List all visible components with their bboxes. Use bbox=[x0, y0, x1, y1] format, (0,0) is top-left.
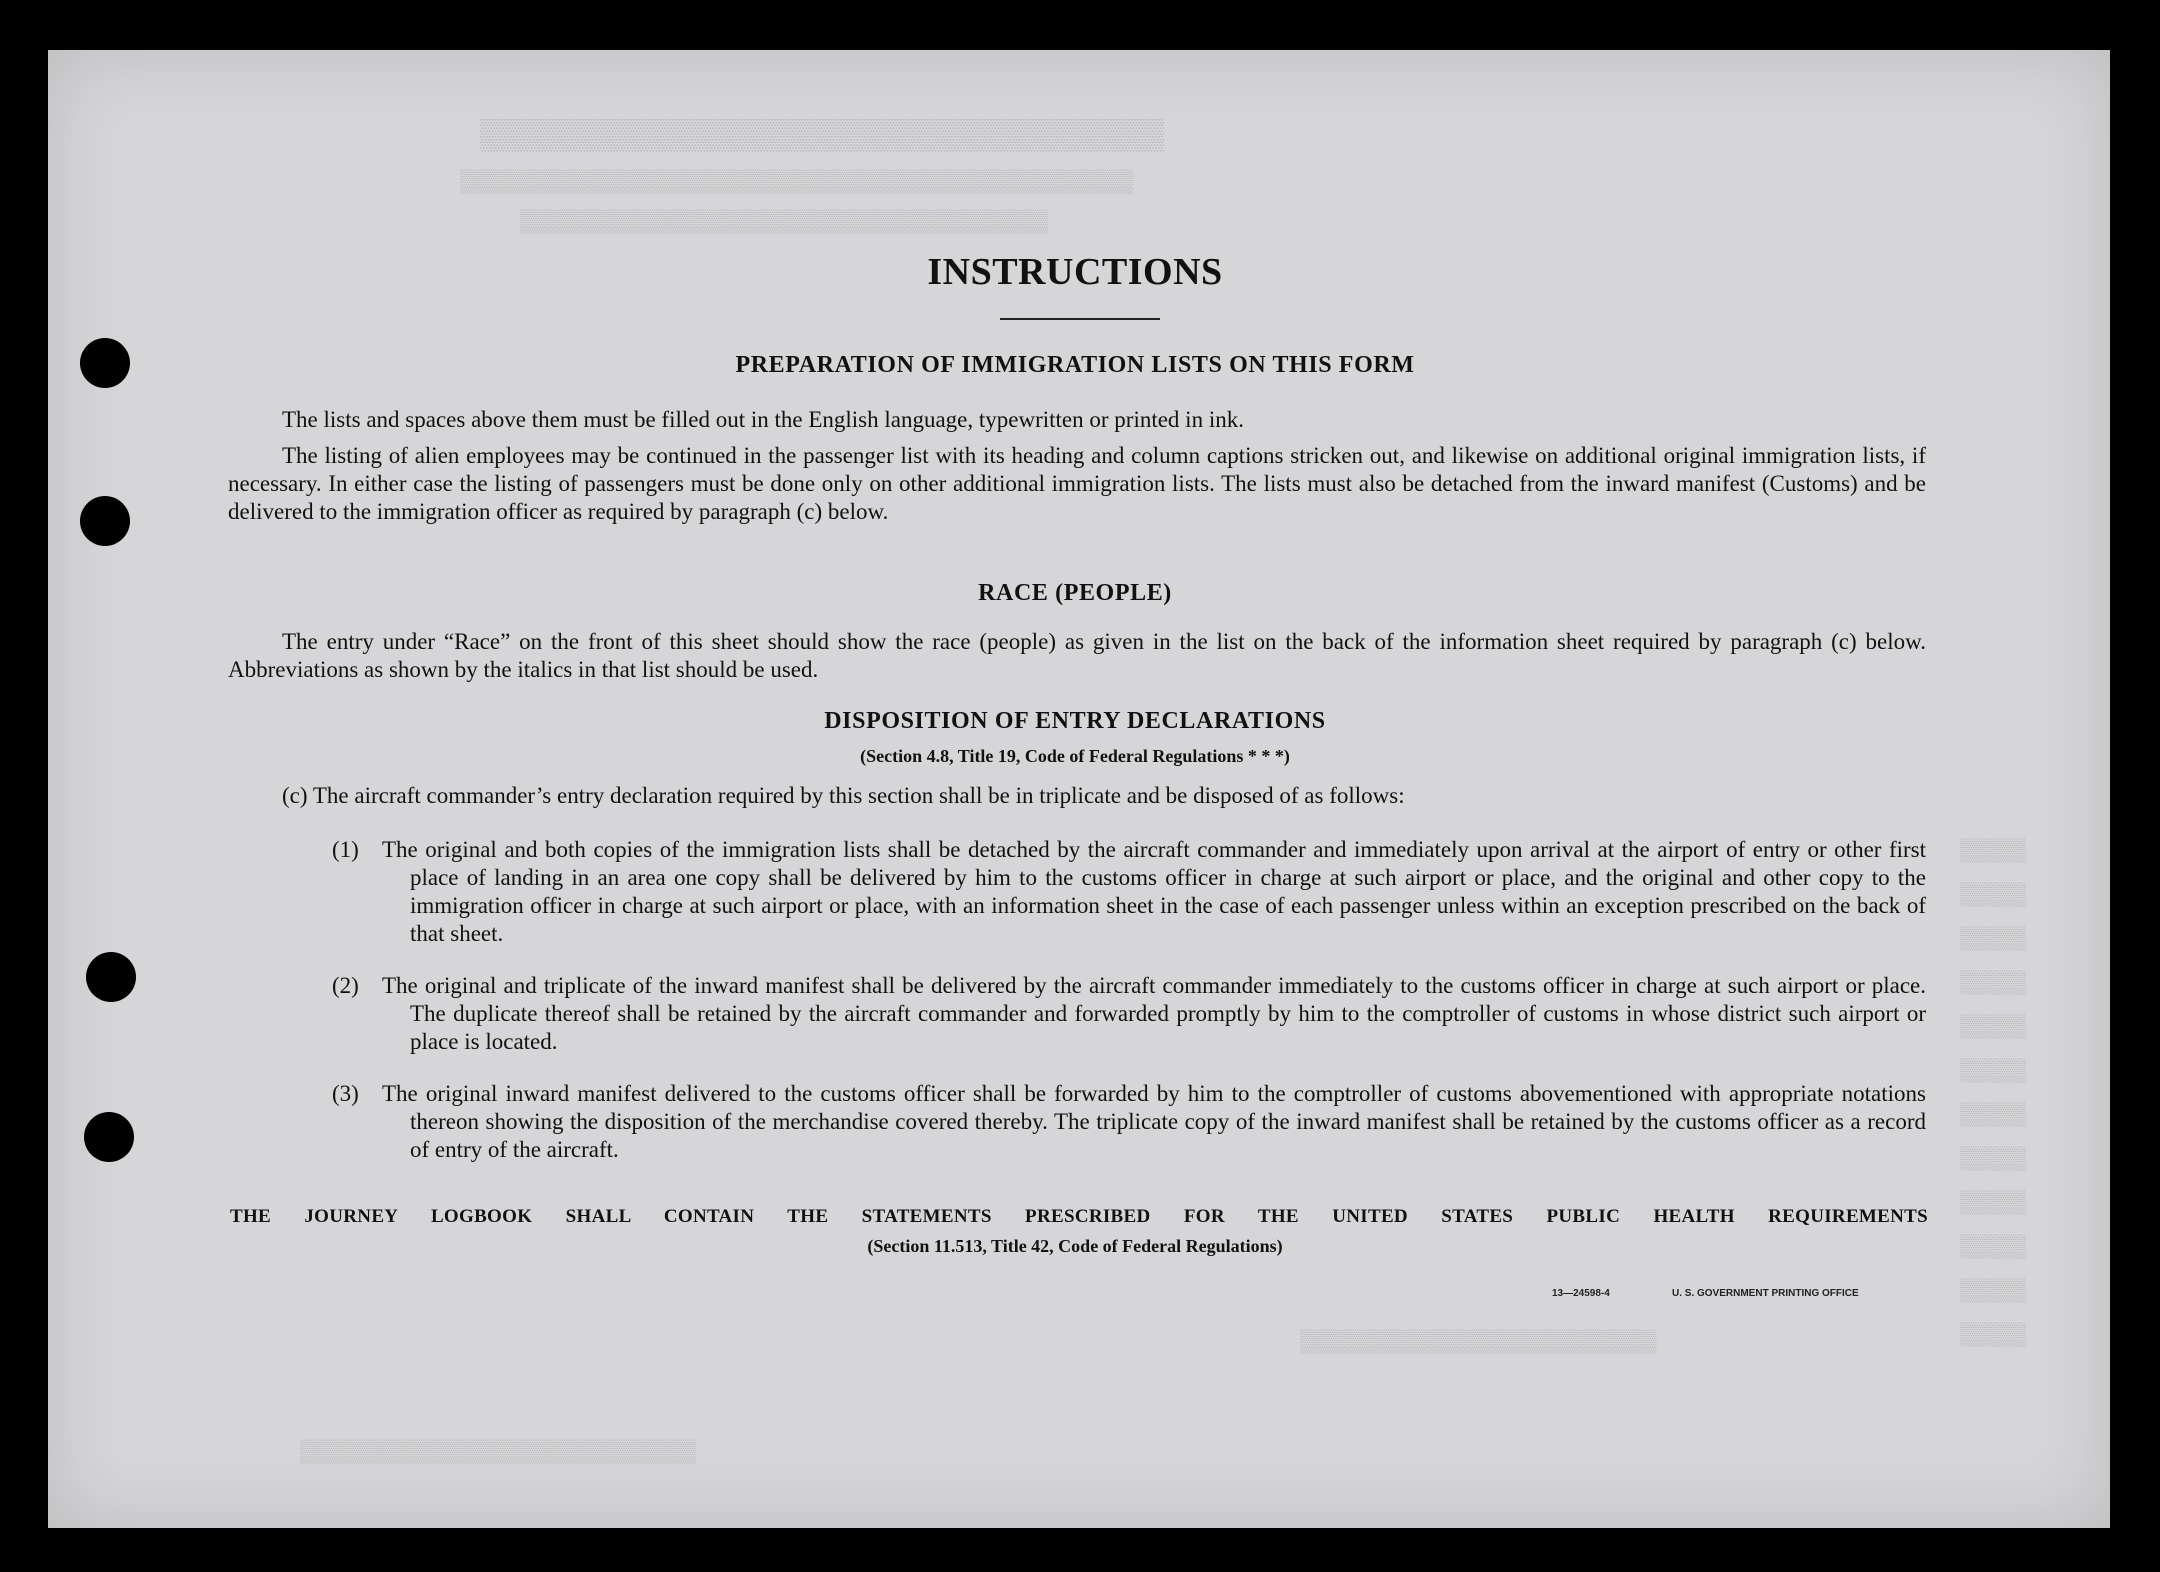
paragraph-race bbox=[228, 628, 1926, 684]
paragraph-text: The listing of alien employees may be continued in the passenger list with its heading and column captions stricken out, and likewise on additional original immigration lists, if necessary. In either case the listing of passengers must be done only on other additional immigration lists. The lists must also be detached from the inward manifest (Customs) and be delivered to the immigration officer as required by paragraph (c) below. bbox=[228, 443, 1926, 524]
list-item-number: (3) bbox=[332, 1081, 359, 1106]
list-item bbox=[334, 836, 1926, 948]
paragraph-language bbox=[228, 406, 1926, 434]
footer-reference: (Section 11.513, Title 42, Code of Federal Regulations) bbox=[867, 1236, 1283, 1256]
punch-hole bbox=[80, 496, 130, 546]
paragraph-text: (c) The aircraft commander’s entry declaration required by this section shall be in triplicate and be disposed of as follows: bbox=[282, 783, 1405, 808]
bleed-through-texture: ▒▒▒▒▒▒▒▒▒▒▒▒▒▒▒▒▒▒▒▒▒▒▒▒▒▒▒ bbox=[1300, 1330, 1657, 1355]
paragraph-text: The lists and spaces above them must be filled out in the English language, typewritten or printed in ink. bbox=[282, 407, 1244, 432]
list-item-number: (2) bbox=[332, 973, 359, 998]
title-underline bbox=[1000, 318, 1160, 320]
section-heading-race: RACE (PEOPLE) bbox=[978, 580, 1172, 606]
printer-imprint: U. S. GOVERNMENT PRINTING OFFICE bbox=[1672, 1288, 1859, 1299]
bleed-through-texture: ▒▒▒▒▒▒▒▒▒▒▒▒▒▒▒▒▒▒▒▒▒▒▒▒▒▒▒▒▒▒▒▒▒▒▒▒▒▒▒▒▒▒▒▒▒▒▒▒▒▒▒ bbox=[460, 170, 1134, 195]
section-reference: (Section 4.8, Title 19, Code of Federal Regulations * * *) bbox=[860, 746, 1290, 766]
list-item-text: The original and both copies of the immigration lists shall be detached by the aircraft commander and immediately upon arrival at the airport of entry or other first place of landing in an area one copy shall be delivered by him to the customs officer in charge at such airport or place, and the original and other copy to the immigration officer in charge at such airport or place, with an information sheet in the case of each passenger unless within an exception prescribed on the back of that sheet. bbox=[382, 837, 1926, 946]
section-heading-disposition: DISPOSITION OF ENTRY DECLARATIONS bbox=[824, 708, 1326, 734]
list-item bbox=[334, 1080, 1926, 1164]
punch-hole bbox=[86, 952, 136, 1002]
list-item-text: The original and triplicate of the inward manifest shall be delivered by the aircraft commander immediately to the customs officer in charge at such airport or place. The duplicate thereof shall be retained by the aircraft commander and forwarded promptly by him to the comptroller of customs in whose district such airport or place is located. bbox=[382, 973, 1926, 1054]
page-title: INSTRUCTIONS bbox=[927, 251, 1223, 293]
paragraph-alien-employees bbox=[228, 442, 1926, 526]
bleed-through-texture: ▒▒▒▒▒▒▒▒▒▒▒▒▒▒▒▒▒▒▒▒▒▒▒▒▒▒▒▒▒▒▒▒▒▒▒▒▒▒▒▒ bbox=[520, 210, 1049, 235]
paragraph-text: The entry under “Race” on the front of this sheet should show the race (people) as given in the list on the back of the information sheet required by paragraph (c) below. Abbreviations as shown by the italics in that list should be used. bbox=[228, 629, 1926, 682]
bleed-through-texture: ▒▒▒▒▒ ▒▒▒▒▒ ▒▒▒▒▒ ▒▒▒▒▒ ▒▒▒▒▒ ▒▒▒▒▒ ▒▒▒▒▒ ▒▒▒▒▒ ▒▒▒▒▒ ▒▒▒▒▒ ▒▒▒▒▒ ▒▒▒▒▒ bbox=[1960, 839, 2027, 1348]
footer-statement: THE JOURNEY LOGBOOK SHALL CONTAIN THE STATEMENTS PRESCRIBED FOR THE UNITED STATES PUBLIC HEALTH REQUIREMENTS bbox=[230, 1206, 1928, 1227]
list-item-text: The original inward manifest delivered to the customs officer shall be forwarded by him to the comptroller of customs abovementioned with appropriate notations thereon showing the disposition of the merchandise covered thereby. The triplicate copy of the inward manifest shall be retained by the customs officer as a record of entry of the aircraft. bbox=[382, 1081, 1926, 1162]
section-heading-preparation: PREPARATION OF IMMIGRATION LISTS ON THIS FORM bbox=[735, 352, 1415, 378]
list-item bbox=[334, 972, 1926, 1056]
list-item-number: (1) bbox=[332, 837, 359, 862]
paragraph-intro-c bbox=[228, 782, 1926, 810]
punch-hole bbox=[84, 1112, 134, 1162]
bleed-through-texture: ▒▒▒▒▒▒▒▒▒▒▒▒▒▒▒▒▒▒▒▒▒▒▒▒▒▒▒▒▒▒ bbox=[300, 1440, 697, 1465]
bleed-through-texture: ▒▒▒▒▒▒▒▒▒▒▒▒▒▒▒▒▒▒▒▒▒▒▒▒▒▒▒▒▒▒▒▒▒▒▒▒▒▒ bbox=[480, 120, 1165, 154]
form-number: 13—24598-4 bbox=[1552, 1288, 1610, 1299]
